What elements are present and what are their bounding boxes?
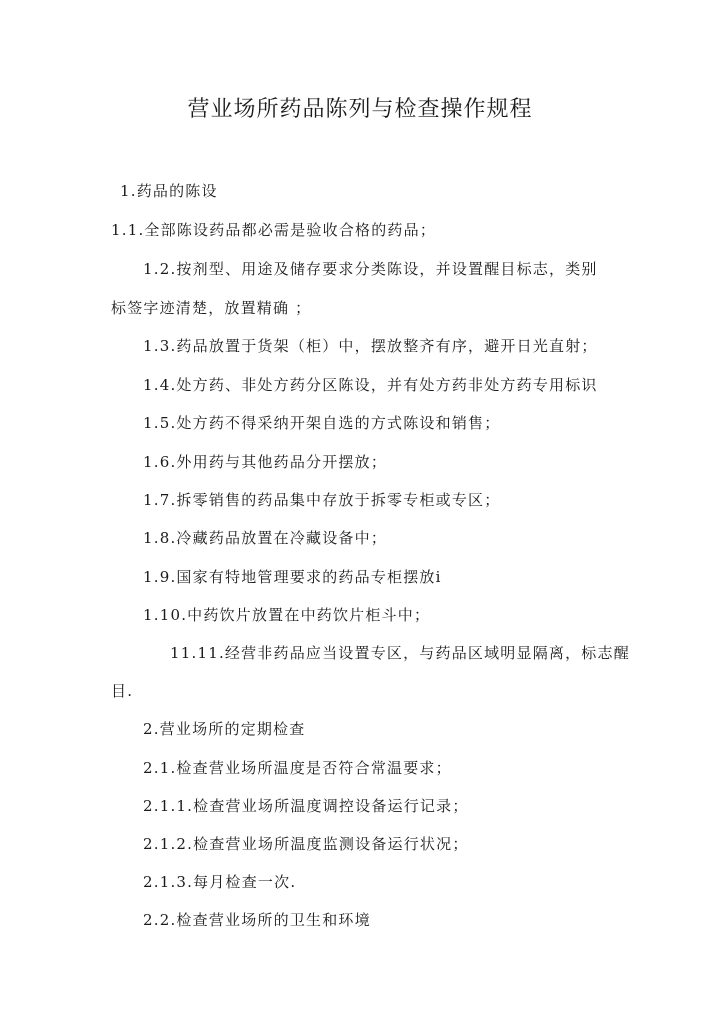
paragraph-11-11: 11.11.经营非药品应当设置专区，与药品区域明显隔离，标志醒 [170, 644, 630, 662]
page-title: 营业场所药品陈列与检查操作规程 [187, 97, 533, 122]
section-heading-2: 2.营业场所的定期检查 [143, 720, 306, 738]
paragraph-1-10: 1.10.中药饮片放置在中药饮片柜斗中； [143, 606, 431, 624]
paragraph-2-1: 2.1.检查营业场所温度是否符合常温要求； [143, 759, 452, 777]
paragraph-2-1-1: 2.1.1.检查营业场所温度调控设备运行记录； [143, 797, 469, 815]
section-heading-1: 1.药品的陈设 [120, 182, 218, 200]
paragraph-1-5: 1.5.处方药不得采纳开架自选的方式陈设和销售； [143, 414, 501, 432]
paragraph-1-2: 1.2.按剂型、用途及储存要求分类陈设，并设置醒目标志，类别 [143, 260, 598, 278]
paragraph-2-2: 2.2.检查营业场所的卫生和环境 [143, 911, 371, 929]
paragraph-1-3: 1.3.药品放置于货架（柜）中，摆放整齐有序，避开日光直射； [143, 337, 598, 355]
paragraph-1-7: 1.7.拆零销售的药品集中存放于拆零专柜或专区； [143, 491, 501, 509]
paragraph-1-6: 1.6.外用药与其他药品分开摆放； [143, 453, 388, 471]
paragraph-1-2-cont: 标签字迹清楚，放置精确 ； [111, 299, 312, 317]
paragraph-2-1-3: 2.1.3.每月检查一次. [143, 873, 297, 891]
paragraph-1-9: 1.9.国家有特地管理要求的药品专柜摆放i [143, 568, 442, 586]
paragraph-1-8: 1.8.冷藏药品放置在冷藏设备中； [143, 529, 388, 547]
paragraph-2-1-2: 2.1.2.检查营业场所温度监测设备运行状况； [143, 835, 469, 853]
paragraph-11-11-cont: 目. [111, 682, 134, 700]
paragraph-1-4: 1.4.处方药、非处方药分区陈设，并有处方药非处方药专用标识 [143, 376, 598, 394]
paragraph-1-1: 1.1.全部陈设药品都必需是验收合格的药品； [111, 221, 437, 239]
